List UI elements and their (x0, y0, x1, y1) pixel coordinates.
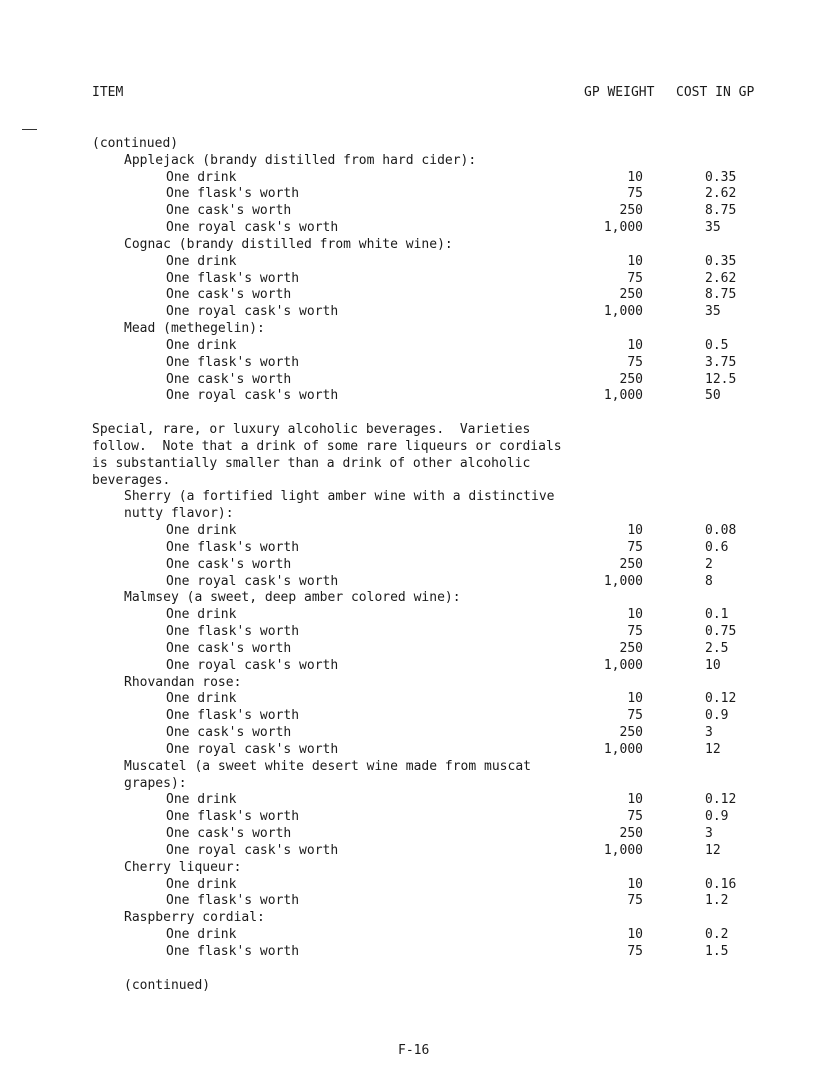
gp-weight-cell: 250 (619, 287, 643, 303)
table-row (0, 909, 827, 926)
gp-weight-cell: 75 (627, 186, 643, 202)
item-label: (continued) (92, 136, 179, 151)
table-row (0, 270, 827, 287)
item-label: Mead (methegelin): (124, 321, 265, 337)
cost-cell: 50 (705, 388, 721, 404)
cost-cell: 0.9 (705, 809, 729, 825)
item-label: One drink (166, 607, 237, 623)
table-row (0, 791, 827, 808)
item-label: (continued) (124, 977, 211, 993)
item-label: follow. Note that a drink of some rare liqueurs or cordials (92, 438, 562, 454)
table-row (0, 842, 827, 859)
cost-cell: 35 (705, 304, 721, 320)
gp-weight-cell: 10 (627, 253, 643, 269)
item-label: Cherry liqueur: (124, 859, 242, 875)
gp-weight-cell: 250 (619, 556, 643, 572)
table-row (0, 337, 827, 354)
cost-cell: 0.75 (705, 624, 737, 640)
item-label: One royal cask's worth (166, 741, 339, 757)
item-label: One flask's worth (166, 270, 300, 286)
header-cost: COST IN GP (676, 85, 755, 100)
table-row (0, 926, 827, 943)
gp-weight-cell: 10 (627, 523, 643, 539)
cost-cell: 0.12 (705, 792, 737, 808)
gp-weight-cell: 10 (627, 876, 643, 892)
table-row (0, 556, 827, 573)
item-label: One cask's worth (166, 725, 292, 741)
item-label: Special, rare, or luxury alcoholic beverages. Varieties (92, 422, 531, 438)
item-label: One flask's worth (166, 539, 300, 555)
cost-cell: 1.2 (705, 893, 729, 909)
gp-weight-cell: 1,000 (603, 741, 643, 757)
gp-weight-cell: 250 (619, 826, 643, 842)
item-label: Cognac (brandy distilled from white wine): (124, 236, 453, 252)
table-row (0, 421, 827, 438)
gp-weight-cell: 1,000 (603, 220, 643, 236)
table-row (0, 404, 827, 421)
table-row (0, 775, 827, 792)
item-label: One flask's worth (166, 186, 300, 202)
item-label: One flask's worth (166, 893, 300, 909)
item-label: Malmsey (a sweet, deep amber colored wine): (124, 590, 461, 606)
item-label: grapes): (124, 775, 187, 791)
gp-weight-cell: 75 (627, 354, 643, 370)
cost-cell: 1.5 (705, 943, 729, 959)
item-label: One drink (166, 927, 237, 942)
table-row (0, 943, 827, 960)
item-label: One cask's worth (166, 287, 292, 303)
item-label: One cask's worth (166, 371, 292, 387)
item-label: One drink (166, 792, 237, 808)
table-row (0, 455, 827, 472)
table-row (0, 859, 827, 876)
item-label: One royal cask's worth (166, 842, 339, 858)
header-weight: GP WEIGHT (584, 85, 655, 100)
item-label: One cask's worth (166, 556, 292, 572)
item-label: One drink (166, 876, 237, 892)
gp-weight-cell: 75 (627, 893, 643, 909)
cost-cell: 10 (705, 657, 721, 673)
gp-weight-cell: 250 (619, 725, 643, 741)
item-label: One royal cask's worth (166, 573, 339, 589)
table-row (0, 253, 827, 270)
gp-weight-cell: 10 (627, 691, 643, 707)
item-label: is substantially smaller than a drink of other alcoholic (92, 455, 531, 471)
cost-cell: 0.6 (705, 539, 729, 555)
item-label: One cask's worth (166, 826, 292, 842)
item-label: One cask's worth (166, 640, 292, 656)
cost-cell: 0.12 (705, 691, 737, 707)
gp-weight-cell: 75 (627, 270, 643, 286)
table-row (0, 236, 827, 253)
item-label: beverages. (92, 472, 171, 488)
table-row (0, 977, 827, 994)
page-number: F-16 (398, 1043, 430, 1058)
cost-cell: 0.35 (705, 253, 737, 269)
gp-weight-cell: 1,000 (603, 573, 643, 589)
item-label: One royal cask's worth (166, 304, 339, 320)
gp-weight-cell: 75 (627, 708, 643, 724)
table-row (0, 539, 827, 556)
item-label: One cask's worth (166, 203, 292, 219)
table-row (0, 472, 827, 489)
item-label: Rhovandan rose: (124, 674, 242, 690)
cost-cell: 2.62 (705, 270, 737, 286)
table-row (0, 169, 827, 186)
cost-cell: 12 (705, 741, 721, 757)
cost-cell: 8 (705, 573, 713, 589)
cost-cell: 8.75 (705, 287, 737, 303)
gp-weight-cell: 1,000 (603, 304, 643, 320)
item-label: nutty flavor): (124, 506, 234, 522)
table-row (0, 640, 827, 657)
cost-cell: 0.35 (705, 169, 737, 185)
cost-cell: 2.62 (705, 186, 737, 202)
gp-weight-cell: 250 (619, 371, 643, 387)
table-row (0, 303, 827, 320)
table-row (0, 707, 827, 724)
item-label: Muscatel (a sweet white desert wine made from muscat (124, 758, 531, 774)
cost-cell: 8.75 (705, 203, 737, 219)
table-row (0, 606, 827, 623)
table-row (0, 741, 827, 758)
table-row (0, 488, 827, 505)
gp-weight-cell: 75 (627, 809, 643, 825)
table-row (0, 354, 827, 371)
table-row (0, 202, 827, 219)
gp-weight-cell: 250 (619, 203, 643, 219)
item-label: One flask's worth (166, 809, 300, 825)
table-row (0, 185, 827, 202)
item-label: One flask's worth (166, 708, 300, 724)
table-row (0, 623, 827, 640)
table-row (0, 387, 827, 404)
item-label: One royal cask's worth (166, 657, 339, 673)
table-row (0, 505, 827, 522)
cost-cell: 12 (705, 842, 721, 858)
gp-weight-cell: 10 (627, 927, 643, 942)
item-label: One drink (166, 169, 237, 185)
table-row (0, 657, 827, 674)
item-label: One drink (166, 523, 237, 539)
gp-weight-cell: 250 (619, 640, 643, 656)
gp-weight-cell: 10 (627, 607, 643, 623)
gp-weight-cell: 75 (627, 624, 643, 640)
cost-cell: 0.08 (705, 523, 737, 539)
item-label: One royal cask's worth (166, 388, 339, 404)
gp-weight-cell: 1,000 (603, 388, 643, 404)
cost-cell: 0.2 (705, 927, 729, 942)
gp-weight-cell: 10 (627, 169, 643, 185)
item-label: One flask's worth (166, 943, 300, 959)
table-row (0, 135, 827, 152)
gp-weight-cell: 75 (627, 539, 643, 555)
item-label: One flask's worth (166, 354, 300, 370)
item-label: One drink (166, 253, 237, 269)
table-row (0, 522, 827, 539)
table-row (0, 286, 827, 303)
gp-weight-cell: 10 (627, 337, 643, 353)
item-label: Sherry (a fortified light amber wine with a distinctive (124, 489, 555, 505)
table-row (0, 825, 827, 842)
cost-cell: 3 (705, 725, 713, 741)
gp-weight-cell: 1,000 (603, 842, 643, 858)
cost-cell: 0.5 (705, 337, 729, 353)
table-row (0, 589, 827, 606)
cost-cell: 12.5 (705, 371, 737, 387)
table-row (0, 573, 827, 590)
cost-cell: 0.1 (705, 607, 729, 623)
gp-weight-cell: 10 (627, 792, 643, 808)
item-label: One drink (166, 691, 237, 707)
cost-cell: 0.16 (705, 876, 737, 892)
table-row (0, 724, 827, 741)
item-label: Raspberry cordial: (124, 910, 265, 926)
table-row (0, 876, 827, 893)
table-row (0, 371, 827, 388)
gp-weight-cell: 1,000 (603, 657, 643, 673)
item-label: One drink (166, 337, 237, 353)
cost-cell: 3 (705, 826, 713, 842)
table-row (0, 808, 827, 825)
table-row (0, 674, 827, 691)
header-item: ITEM (92, 85, 124, 100)
table-row (0, 152, 827, 169)
cost-cell: 2 (705, 556, 713, 572)
table-row (0, 219, 827, 236)
cost-cell: 3.75 (705, 354, 737, 370)
table-row (0, 438, 827, 455)
item-label: One flask's worth (166, 624, 300, 640)
cost-cell: 2.5 (705, 640, 729, 656)
table-row (0, 960, 827, 977)
margin-mark (22, 129, 37, 130)
cost-cell: 0.9 (705, 708, 729, 724)
item-label: One royal cask's worth (166, 220, 339, 236)
table-row (0, 758, 827, 775)
table-row (0, 690, 827, 707)
item-label: Applejack (brandy distilled from hard cider): (124, 152, 477, 168)
table-row (0, 892, 827, 909)
gp-weight-cell: 75 (627, 943, 643, 959)
cost-cell: 35 (705, 220, 721, 236)
table-row (0, 320, 827, 337)
